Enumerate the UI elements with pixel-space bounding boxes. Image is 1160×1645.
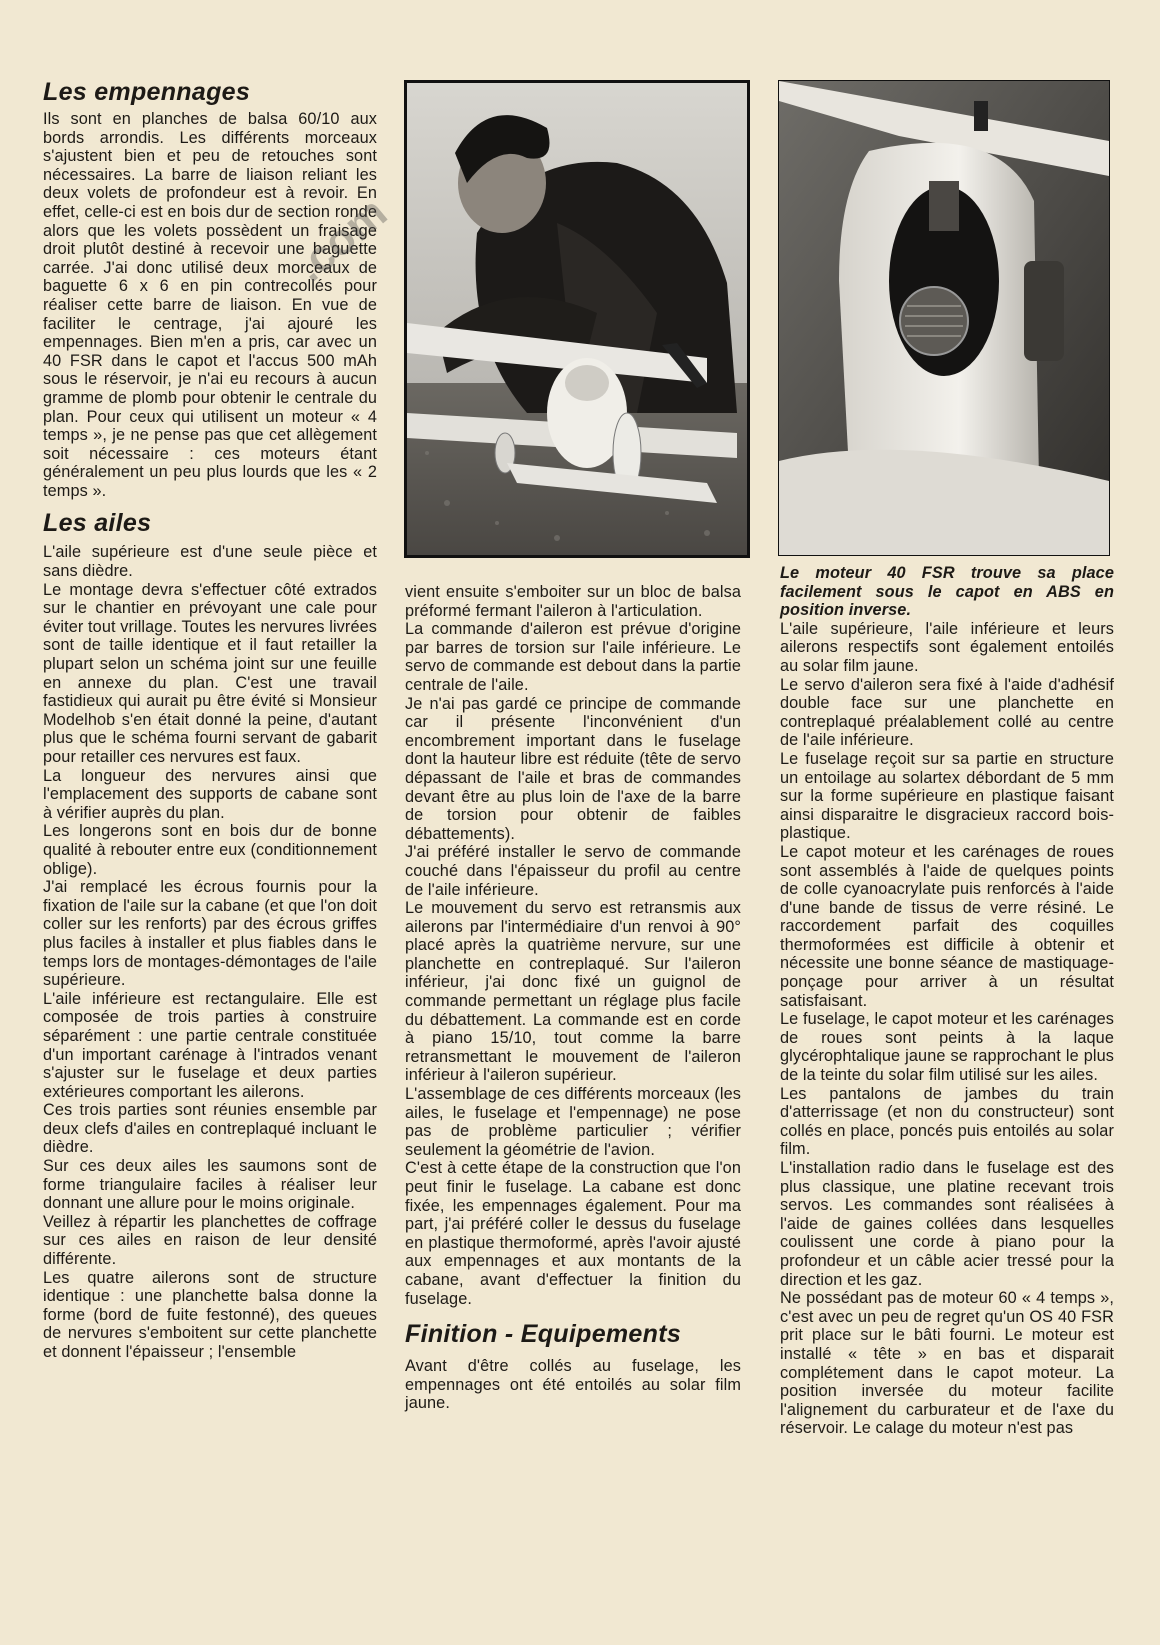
paragraph: L'aile supérieure est d'une seule pièce et sans dièdre. (43, 543, 377, 581)
photo-engine-cowl (778, 80, 1110, 556)
right-column (780, 564, 1114, 1438)
photo-man-with-biplane-image (407, 83, 747, 555)
paragraph: Ces trois parties sont réunies ensemble par deux clefs d'ailes en contreplaqué incluant le dièdre. (43, 1101, 377, 1157)
paragraph: Avant d'être collés au fuselage, les empennages ont été entoilés au solar film jaune. (405, 1357, 741, 1413)
paragraph: J'ai préféré installer le servo de commande couché dans l'épaisseur du profil au centre de l'aile inférieure. (405, 843, 741, 899)
paragraph: L'installation radio dans le fuselage est des plus classique, une platine recevant trois servos. Les commandes sont réalisées à l'aide de gaines collées dans lesquelles coulissent une corde à piano pour la profondeur et un câble acier tressé pour la direction et les gaz. (780, 1159, 1114, 1289)
paragraph: La commande d'aileron est prévue d'origine par barres de torsion sur l'aile inférieure. Le servo de commande est debout dans la partie centrale de l'aile. (405, 620, 741, 694)
paragraph: Sur ces deux ailes les saumons sont de forme triangulaire faciles à réaliser leur donnant une allure pour le moins originale. (43, 1157, 377, 1213)
paragraph: Le servo d'aileron sera fixé à l'aide d'adhésif double face sur une planchette en contreplaqué préalablement collé au centre de l'aile inférieure. (780, 675, 1114, 750)
heading-ailes: Les ailes (43, 509, 152, 538)
paragraph: La longueur des nervures ainsi que l'emplacement des supports de cabane sont à vérifier auprès du plan. (43, 766, 377, 822)
paragraph: J'ai remplacé les écrous fournis pour la fixation de l'aile sur la cabane (et que l'on doit coller sur les renforts) par des écrous griffes plus faciles à installer et plus fiables dans le temps lors de montages-démontages de l'aile supérieure. (43, 878, 377, 990)
photo-engine-cowl-image (779, 81, 1109, 555)
middle-column (405, 583, 741, 1413)
paragraph: Le mouvement du servo est retransmis aux ailerons par l'intermédiaire d'un renvoi à 90° placé après la quatrième nervure, sur une planchette en contreplaqué. Sur l'aileron inférieur, j'ai donc fixé un guignol de commande permettant un réglage plus facile du débattement. La commande est en corde à piano 15/10, tout comme la barre retransmettant le mouvement de l'aileron inférieur à l'aileron supérieur. (405, 899, 741, 1085)
paragraph: L'aile inférieure est rectangulaire. Elle est composée de trois parties à construire séparément : une partie centrale constituée d'un important carénage à l'intrados venant s'ajuster sur le fuselage et deux parties extérieures comportant les ailerons. (43, 989, 377, 1101)
paragraph: C'est à cette étape de la construction que l'on peut finir le fuselage. La cabane est donc fixée, les empennages également. Pour ma part, j'ai préféré coller le dessus du fuselage en plastique thermoformé, après l'avoir ajusté aux empennages et aux montants de la cabane, avant d'effectuer la finition du fuselage. (405, 1159, 741, 1308)
heading-empennages: Les empennages (43, 78, 251, 106)
photo-caption: Le moteur 40 FSR trouve sa place facilement sous le capot en ABS en position inverse. (780, 564, 1114, 620)
paragraph: Je n'ai pas gardé ce principe de commande car il présente l'inconvénient d'un encombrement important dans le fuselage dont la hauteur libre est réduite (tête de servo dépassant de l'aile et bras de commandes devant être au plus loin de l'axe de la barre de torsion pour obtenir de faibles débattements). (405, 694, 741, 843)
paragraph: Les quatre ailerons sont de structure identique : une planchette balsa donne la forme (bord de fuite festonné), des queues de nervures s'emboitent sur cette planchette et donnent l'épaisseur ; l'ensemble (43, 1268, 377, 1361)
paragraph: vient ensuite s'emboiter sur un bloc de balsa préformé fermant l'aileron à l'articulation. (405, 583, 741, 620)
paragraph: L'assemblage de ces différents morceaux (les ailes, le fuselage et l'empennage) ne pose pas de problème particulier ; vérifier seulement la géométrie de l'avion. (405, 1085, 741, 1159)
paragraph: Veillez à répartir les planchettes de coffrage sur ces ailes en raison de leur densité différente. (43, 1212, 377, 1269)
watermark: .com (285, 187, 397, 292)
paragraph: Le fuselage, le capot moteur et les carénages de roues sont peints à la laque glycérophtalique jaune se rapprochant le plus de la teinte du solar film utilisé sur les ailes. (780, 1010, 1114, 1085)
heading-finition: Finition - Equipements (405, 1320, 682, 1349)
photo-man-with-biplane (404, 80, 750, 558)
paragraph: Les pantalons de jambes du train d'atterrissage (et non du constructeur) sont collés en place, poncés puis entoilés au solar film. (780, 1084, 1114, 1159)
paragraph: L'aile supérieure, l'aile inférieure et leurs ailerons respectifs sont également entoilés au solar film jaune. (780, 619, 1114, 675)
paragraph: Le fuselage reçoit sur sa partie en structure un entoilage au solartex débordant de 5 mm sur la forme supérieure en plastique faisant ainsi disparaitre le disgracieux raccord bois-plastique. (780, 749, 1114, 843)
paragraph: Ils sont en planches de balsa 60/10 aux bords arrondis. Les différents morceaux s'ajustent bien et peu de retouches sont nécessaires. La barre de liaison reliant les deux volets de profondeur est à revoir. En effet, celle-ci est en bois dur de section ronde alors que les volets possèdent un fraisage droit plutôt destiné à recevoir une baguette carrée. J'ai donc utilisé deux morceaux de baguette 6 x 6 en pin contrecollés pour réaliser cette barre de liaison. En vue de faciliter le centrage, j'ai ajouré les empennages. Bien m'en a pris, car avec un 40 FSR dans le capot et l'accus 500 mAh sous le réservoir, je n'ai eu recours à aucun gramme de plomb pour obtenir le centrale du plan. Pour ceux qui utilisent un moteur « 4 temps », je ne pense pas que cet allègement soit nécessaire : ces moteurs étant généralement un peu plus lourds que les « 2 temps ». (43, 110, 377, 500)
paragraph: Ne possédant pas de moteur 60 « 4 temps », c'est avec un peu de regret qu'un OS 40 FSR prit place sur le bâti fourni. Le moteur est installé « tête » en bas et disparait complétement dans le capot moteur. La position inversée du moteur facilite l'alignement du carburateur et de l'axe du réservoir. Le calage du moteur n'est pas (780, 1289, 1114, 1438)
paragraph: Le capot moteur et les carénages de roues sont assemblés à l'aide de quelques points de colle cyanoacrylate puis renforcés à l'aide d'une bande de tissus de verre résiné. Le raccordement parfait des coquilles thermoformées est difficile à obtenir et nécessite une bonne séance de mastiquage-ponçage pour arriver à un résultat satisfaisant. (780, 842, 1114, 1010)
paragraph: Les longerons sont en bois dur de bonne qualité à rebouter entre eux (conditionnement oblige). (43, 822, 377, 878)
paragraph: Le montage devra s'effectuer côté extrados sur le chantier en prévoyant une cale pour éviter tout vrillage. Toutes les nervures livrées sont de taille identique et il faut retailler la plupart selon un schéma joint sur une feuille en annexe du plan. C'est une travail fastidieux qui aurait pu être évité si Monsieur Modelhob s'en était donné la peine, d'autant plus que le schéma fourni servant de gabarit pour retailler ces nervures est faux. (43, 580, 377, 766)
